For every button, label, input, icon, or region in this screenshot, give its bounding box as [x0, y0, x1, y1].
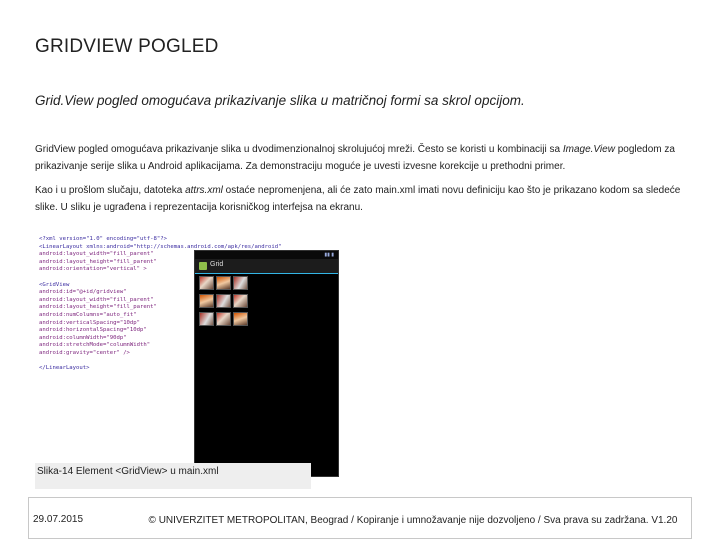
code-line: <?xml version="1.0" encoding="utf-8"?> — [39, 236, 167, 242]
code-line: android:stretchMode="columnWidth" — [39, 342, 151, 349]
paragraph-2-text-a: Kao i u prošlom slučaju, datoteka — [35, 185, 186, 196]
phone-status-bar — [195, 251, 338, 259]
code-line: <GridView — [39, 281, 70, 288]
footer-copyright: © UNIVERZITET METROPOLITAN, Beograd / Kopiranje i umnožavanje nije dozvoljeno / Sva prava su zadržana. V1.20 — [148, 515, 678, 526]
code-line: android:layout_height="fill_parent" — [39, 304, 157, 311]
figure-caption: Slika-14 Element <GridView> u main.xml — [35, 463, 311, 489]
code-line: android:orientation="vertical" > — [39, 266, 147, 273]
grid-thumbnail — [233, 294, 248, 308]
paragraph-2-emphasis: attrs.xml — [185, 185, 223, 196]
code-line: android:id="@+id/gridview" — [39, 289, 127, 296]
slide-subtitle: Grid.View pogled omogućava prikazivanje slika u matričnoj formi sa skrol opcijom. — [35, 93, 525, 108]
code-line: android:numColumns="auto_fit" — [39, 312, 137, 318]
code-line: android:verticalSpacing="10dp" — [39, 319, 141, 326]
paragraph-1-text-b: pogledom za prikazivanje serije slika u Android aplikacijama. Za demonstraciju moguće je uvesti izvesne korekcije u prethodni primer. — [35, 144, 675, 172]
app-icon — [199, 262, 207, 270]
code-line: <LinearLayout xmlns:android="http://schemas.android.com/apk/res/android" — [39, 243, 282, 250]
code-line: android:columnWidth="90dp" — [39, 334, 127, 341]
grid-thumbnail — [199, 276, 214, 290]
paragraph-2-text-b: ostaće nepromenjena, ali će zato main.xml imati novu definiciju kao što je prikazano kodom sa sledeće slike. U sliku je ugrađena i reprezentacija korisničkog interfejsa na ekranu. — [35, 185, 681, 213]
code-line: android:layout_width="fill_parent" — [39, 296, 154, 303]
slide-title: GRIDVIEW POGLED — [35, 36, 219, 57]
code-line: </LinearLayout> — [39, 365, 90, 372]
grid-thumbnail — [216, 312, 231, 326]
status-icons: ▮▮ ▮ — [324, 252, 334, 258]
footer-date: 29.07.2015 — [33, 514, 84, 525]
grid-thumbnail — [216, 276, 231, 290]
code-line: android:layout_height="fill_parent" — [39, 258, 157, 265]
code-line: android:horizontalSpacing="10dp" — [39, 327, 147, 334]
code-line: android:layout_width="fill_parent" — [39, 251, 154, 258]
phone-screenshot — [195, 251, 338, 476]
grid-thumbnail — [233, 312, 248, 326]
grid-thumbnail — [233, 276, 248, 290]
app-title: Grid — [210, 261, 224, 268]
grid-thumbnail — [216, 294, 231, 308]
grid-thumbnail — [199, 294, 214, 308]
grid-thumbnail — [199, 312, 214, 326]
paragraph-1 — [35, 141, 695, 175]
paragraph-1-emphasis: Image.View — [562, 144, 615, 155]
paragraph-2 — [35, 182, 695, 216]
code-line: android:gravity="center" /> — [39, 350, 130, 356]
footer — [28, 497, 692, 539]
paragraph-1-text-a: GridView pogled omogućava prikazivanje slika u dvodimenzionalnoj skrolujućoj mreži. Često se koristi u kombinaciji sa — [35, 144, 563, 155]
phone-action-bar — [195, 259, 338, 274]
figure — [35, 233, 334, 461]
